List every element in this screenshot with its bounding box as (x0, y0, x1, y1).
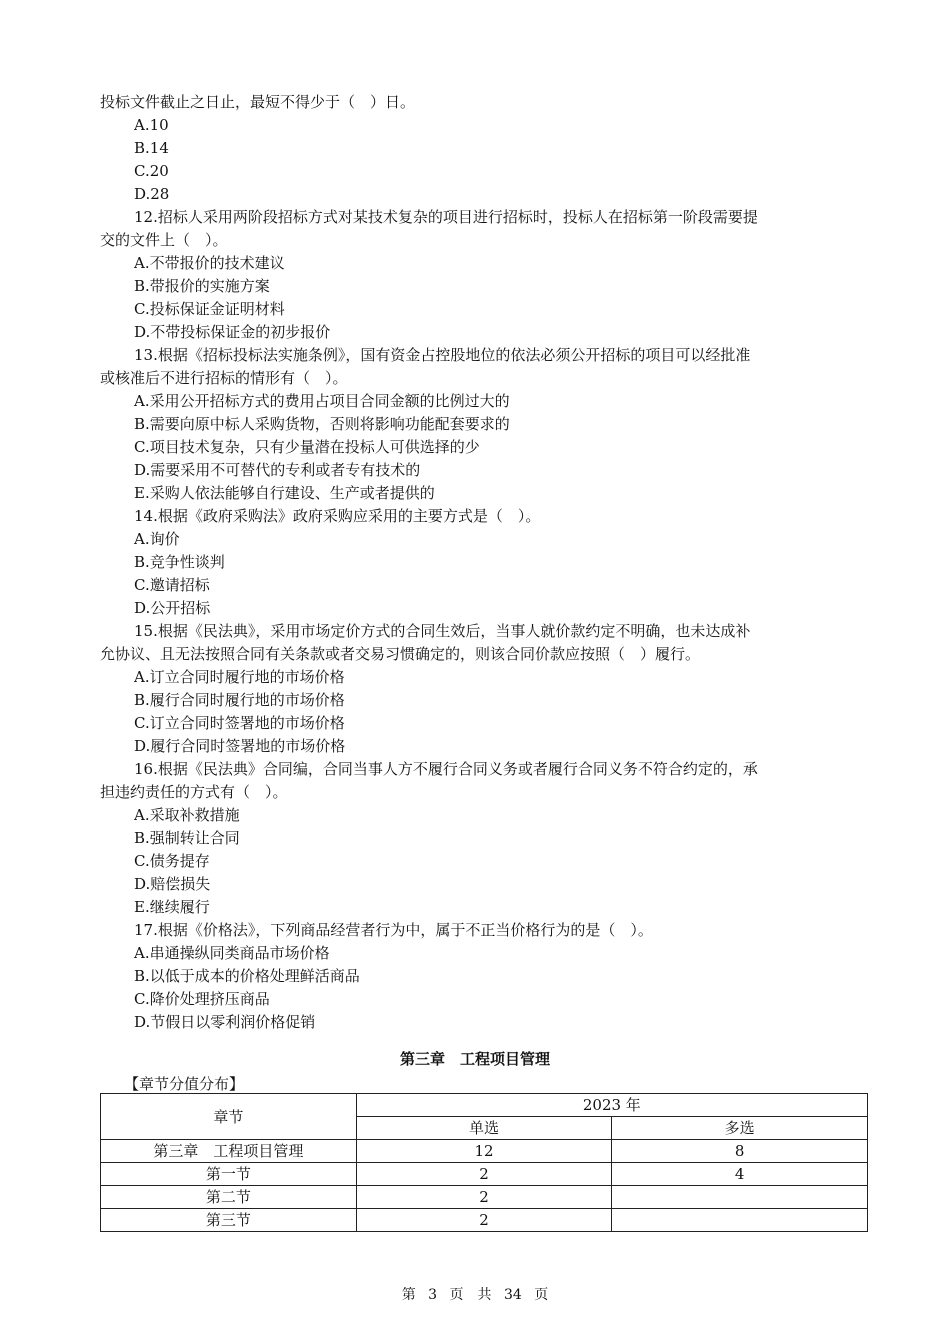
header-year: 2023 年 (356, 1094, 867, 1117)
q17-stem: 17.根据《价格法》，下列商品经营者行为中，属于不正当价格行为的是（ ）。 (134, 921, 653, 939)
footer-prefix: 第 (401, 1287, 416, 1303)
q13-option-d: D.需要采用不可替代的专利或者专有技术的 (134, 461, 421, 479)
q14-option-b: B.竞争性谈判 (134, 553, 225, 571)
q14-option-c: C.邀请招标 (134, 576, 210, 594)
q16-option-d: D.赔偿损失 (134, 875, 211, 893)
q13-option-e: E.采购人依法能够自行建设、生产或者提供的 (134, 484, 435, 502)
q12-stem: 12.招标人采用两阶段招标方式对某技术复杂的项目进行招标时，投标人在招标第一阶段需要提 (134, 208, 758, 226)
q14-stem: 14.根据《政府采购法》政府采购应采用的主要方式是（ ）。 (134, 507, 541, 525)
table-row (101, 1163, 868, 1186)
q12-option-a: A.不带报价的技术建议 (134, 254, 285, 272)
row-multi: 4 (612, 1163, 868, 1186)
footer-page-total: 34 (504, 1287, 522, 1303)
q15-option-c: C.订立合同时签署地的市场价格 (134, 714, 345, 732)
q12-option-d: D.不带投标保证金的初步报价 (134, 323, 331, 341)
q17-option-d: D.节假日以零利润价格促销 (134, 1013, 316, 1031)
q15-option-b: B.履行合同时履行地的市场价格 (134, 691, 345, 709)
score-distribution-table (100, 1093, 868, 1232)
footer-mid: 页 共 (449, 1287, 492, 1303)
row-single: 2 (356, 1186, 612, 1209)
q16-option-b: B.强制转让合同 (134, 829, 240, 847)
q11-option-d: D.28 (134, 185, 170, 203)
q11-option-b: B.14 (134, 139, 169, 157)
score-distribution-label: 【章节分值分布】 (124, 1075, 245, 1093)
row-section: 第一节 (101, 1163, 357, 1186)
q11-option-c: C.20 (134, 162, 169, 180)
header-section: 章节 (101, 1094, 357, 1140)
row-section: 第三节 (101, 1209, 357, 1232)
q17-option-b: B.以低于成本的价格处理鲜活商品 (134, 967, 360, 985)
row-multi (612, 1186, 868, 1209)
q13-option-a: A.采用公开招标方式的费用占项目合同金额的比例过大的 (134, 392, 510, 410)
q16-stem: 16.根据《民法典》合同编，合同当事人方不履行合同义务或者履行合同义务不符合约定的，承 (134, 760, 758, 778)
footer-suffix: 页 (534, 1287, 549, 1303)
table-row (101, 1209, 868, 1232)
row-single: 2 (356, 1163, 612, 1186)
q16-option-a: A.采取补救措施 (134, 806, 240, 824)
q11-option-a: A.10 (134, 116, 169, 134)
q15-stem-cont: 允协议、且无法按照合同有关条款或者交易习惯确定的，则该合同价款应按照（ ）履行。 (100, 645, 701, 663)
header-multi-choice: 多选 (612, 1117, 868, 1140)
q13-stem-cont: 或核准后不进行招标的情形有（ ）。 (100, 369, 348, 387)
q15-option-d: D.履行合同时签署地的市场价格 (134, 737, 346, 755)
table-row (101, 1140, 868, 1163)
row-section: 第二节 (101, 1186, 357, 1209)
q16-option-c: C.债务提存 (134, 852, 210, 870)
q11-stem: 投标文件截止之日止，最短不得少于（ ）日。 (100, 93, 416, 111)
row-section: 第三章 工程项目管理 (101, 1140, 357, 1163)
q12-stem-cont: 交的文件上（ ）。 (100, 231, 228, 249)
q17-option-a: A.串通操纵同类商品市场价格 (134, 944, 330, 962)
row-multi: 8 (612, 1140, 868, 1163)
table-header-row (101, 1094, 868, 1117)
q16-option-e: E.继续履行 (134, 898, 210, 916)
table-row (101, 1186, 868, 1209)
chapter-title: 第三章 工程项目管理 (399, 1050, 550, 1068)
page-footer (0, 1284, 950, 1304)
q16-stem-cont: 担违约责任的方式有（ ）。 (100, 783, 288, 801)
row-single: 2 (356, 1209, 612, 1232)
q13-option-b: B.需要向原中标人采购货物，否则将影响功能配套要求的 (134, 415, 510, 433)
q12-option-c: C.投标保证金证明材料 (134, 300, 285, 318)
row-single: 12 (356, 1140, 612, 1163)
q15-stem: 15.根据《民法典》，采用市场定价方式的合同生效后，当事人就价款约定不明确，也未达成补 (134, 622, 751, 640)
q14-option-d: D.公开招标 (134, 599, 211, 617)
q12-option-b: B.带报价的实施方案 (134, 277, 270, 295)
q13-option-c: C.项目技术复杂，只有少量潜在投标人可供选择的少 (134, 438, 480, 456)
q13-stem: 13.根据《招标投标法实施条例》，国有资金占控股地位的依法必须公开招标的项目可以经批准 (134, 346, 751, 364)
q14-option-a: A.询价 (134, 530, 180, 548)
q15-option-a: A.订立合同时履行地的市场价格 (134, 668, 345, 686)
row-multi (612, 1209, 868, 1232)
q17-option-c: C.降价处理挤压商品 (134, 990, 270, 1008)
footer-page-number: 3 (428, 1287, 438, 1303)
header-single-choice: 单选 (356, 1117, 612, 1140)
